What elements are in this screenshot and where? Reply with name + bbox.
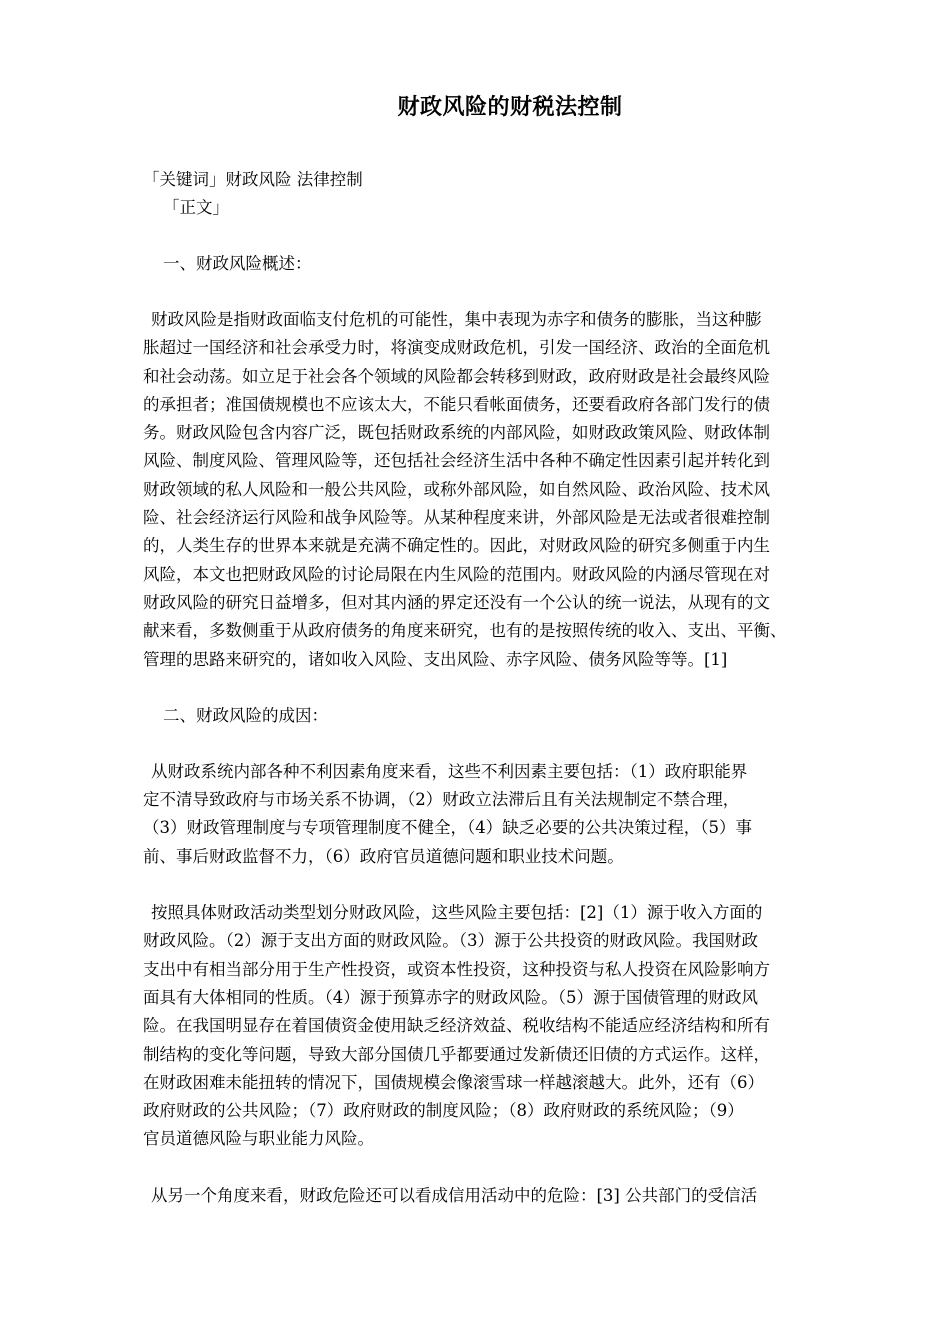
paragraph-line: 财政风险是指财政面临支付危机的可能性，集中表现为赤字和债务的膨胀，当这种膨 [151, 310, 762, 329]
paragraph-line: 支出中有相当部分用于生产性投资，或资本性投资，这种投资与私人投资在风险影响方 [143, 959, 770, 979]
paragraph-line: 在财政困难未能扭转的情况下，国债规模会像滚雪球一样越滚越大。此外，还有（6） [143, 1072, 764, 1092]
paragraph-line: （3）财政管理制度与专项管理制度不健全，（4）缺乏必要的公共决策过程，（5）事 [143, 818, 752, 838]
keywords-line: 「关键词」财政风险 法律控制 [143, 170, 363, 189]
paragraph-line: 定不清导致政府与市场关系不协调，（2）财政立法滞后且有关法规制定不禁合理， [143, 790, 740, 810]
paragraph-line: 险、社会经济运行风险和战争风险等。从某种程度来讲，外部风险是无法或者很难控制 [143, 508, 770, 528]
paragraph-line: 管理的思路来研究的，诸如收入风险、支出风险、赤字风险、债务风险等等。[1] [143, 649, 728, 669]
document-title: 财政风险的财税法控制 [397, 94, 623, 120]
paragraph-line: 胀超过一国经济和社会承受力时，将演变成财政危机，引发一国经济、政治的全面危机 [143, 338, 770, 358]
body-label: 「正文」 [163, 198, 229, 217]
paragraph-line: 财政风险的研究日益增多，但对其内涵的界定还没有一个公认的统一说法，从现有的文 [143, 592, 770, 612]
paragraph-line: 从财政系统内部各种不利因素角度来看，这些不利因素主要包括：（1）政府职能界 [151, 761, 748, 781]
paragraph-line: 按照具体财政活动类型划分财政风险，这些风险主要包括：[2]（1）源于收入方面的 [151, 903, 763, 923]
paragraph-line: 风险、制度风险、管理风险等，还包括社会经济生活中各种不确定性因素引起并转化到 [143, 451, 770, 471]
paragraph [143, 306, 883, 674]
paragraph-line: 的，人类生存的世界本来就是充满不确定性的。因此，对财政风险的研究多侧重于内生 [143, 536, 770, 556]
paragraph [143, 758, 883, 871]
paragraph-line: 制结构的变化等问题，导致大部分国债几乎都要通过发新债还旧债的方式运作。这样， [143, 1044, 770, 1064]
paragraph-line: 险。在我国明显存在着国债资金使用缺乏经济效益、税收结构不能适应经济结构和所有 [143, 1016, 770, 1036]
paragraph [143, 899, 883, 1154]
paragraph-line: 官员道德风险与职业能力风险。 [143, 1129, 374, 1149]
paragraph-line: 财政领域的私人风险和一般公共风险，或称外部风险，如自然风险、政治风险、技术风 [143, 479, 770, 499]
paragraph-line: 和社会动荡。如立足于社会各个领域的风险都会转移到财政，政府财政是社会最终风险 [143, 366, 770, 386]
paragraph [143, 1182, 883, 1210]
section-heading: 一、财政风险概述： [163, 254, 312, 273]
paragraph-line: 面具有大体相同的性质。（4）源于预算赤字的财政风险。（5）源于国债管理的财政风 [143, 987, 758, 1007]
paragraph-line: 献来看，多数侧重于从政府债务的角度来研究，也有的是按照传统的收入、支出、平衡、 [143, 621, 787, 641]
paragraph-line: 财政风险。（2）源于支出方面的财政风险。（3）源于公共投资的财政风险。我国财政 [143, 931, 758, 951]
document-body [143, 166, 883, 1210]
paragraph-line: 风险，本文也把财政风险的讨论局限在内生风险的范围内。财政风险的内涵尽管现在对 [143, 564, 770, 584]
paragraph-line: 的承担者；准国债规模也不应该太大，不能只看帐面债务，还要看政府各部门发行的债 [143, 394, 770, 414]
section-heading: 二、财政风险的成因： [163, 705, 328, 725]
paragraph-line: 务。财政风险包含内容广泛，既包括财政系统的内部风险，如财政政策风险、财政体制 [143, 423, 770, 443]
paragraph-line: 前、事后财政监督不力，（6）政府官员道德问题和职业技术问题。 [143, 846, 624, 866]
paragraph-line: 从另一个角度来看，财政危险还可以看成信用活动中的危险：[3] 公共部门的受信活 [151, 1185, 758, 1205]
paragraph-line: 政府财政的公共风险；（7）政府财政的制度风险；（8）政府财政的系统风险；（9） [143, 1101, 744, 1121]
